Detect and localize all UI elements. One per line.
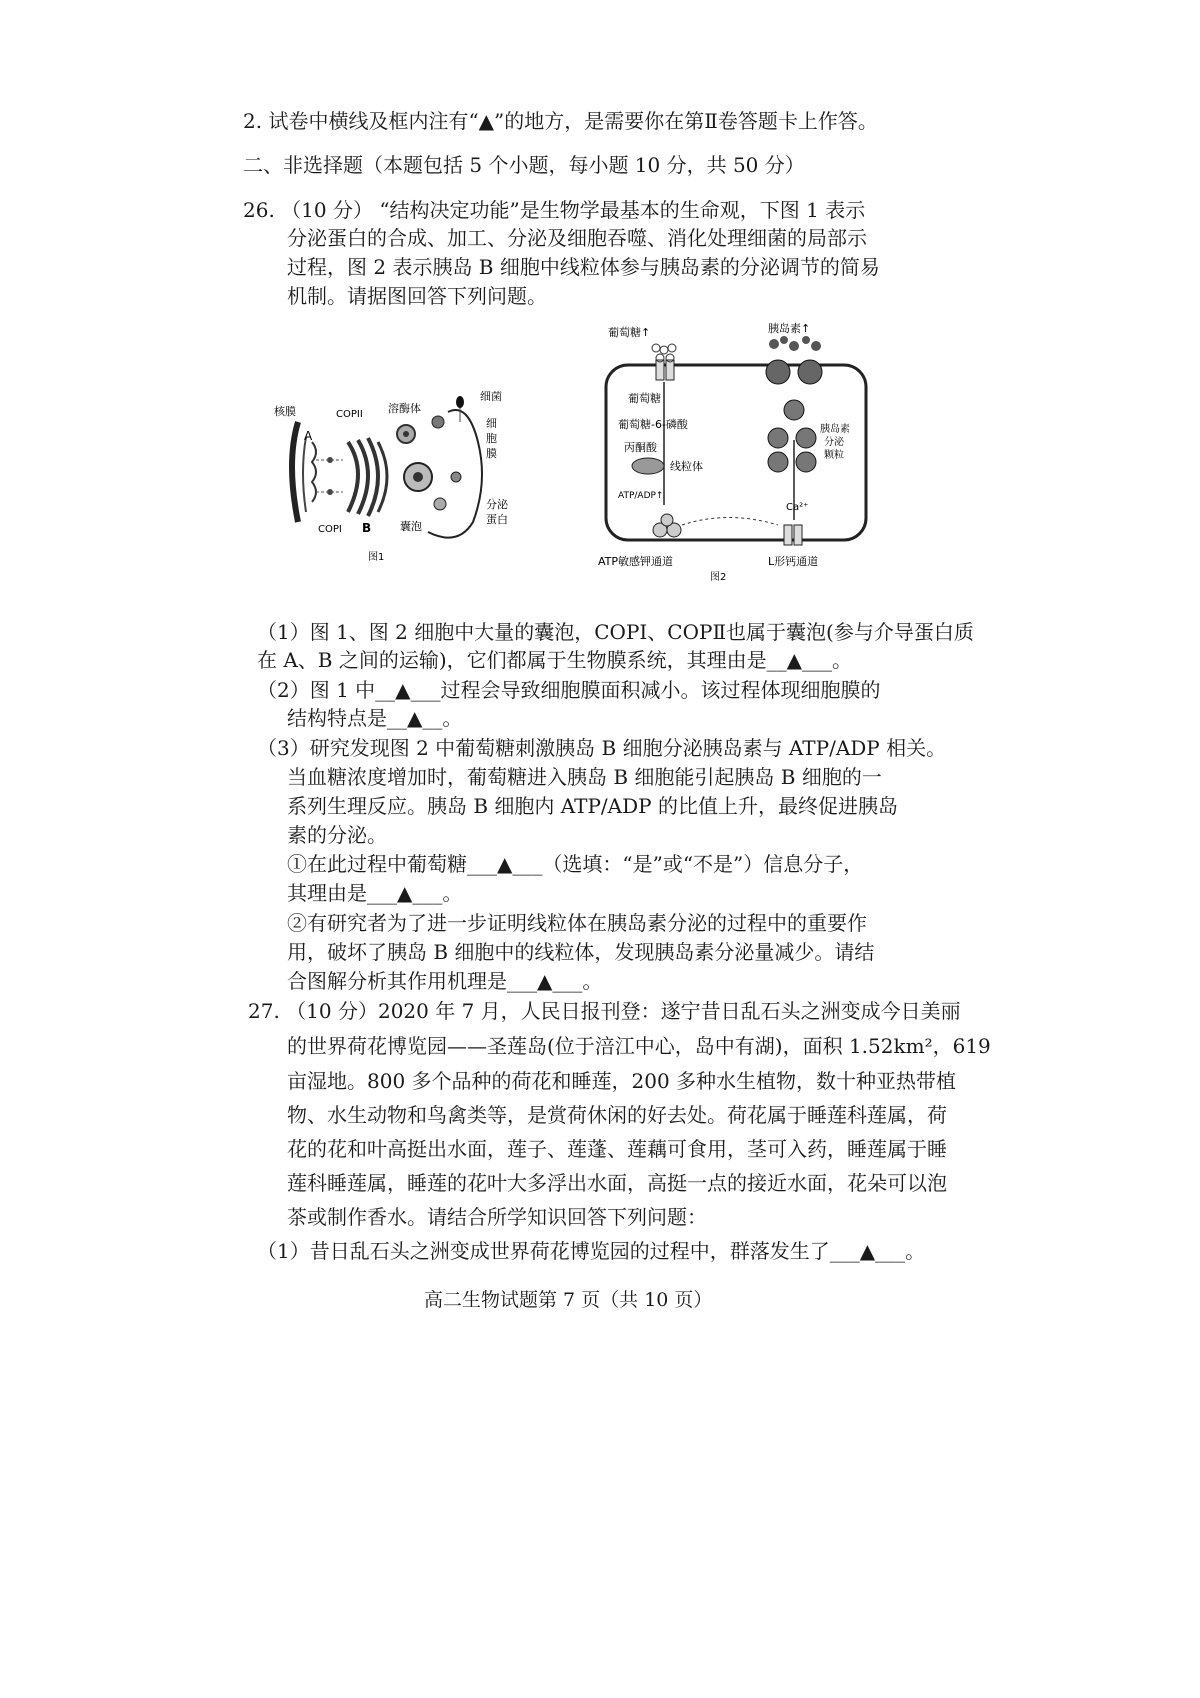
q26-sub3-line: 合图解分析其作用机理是___▲___。 xyxy=(287,969,603,993)
golgi-shape xyxy=(348,438,387,516)
question-27-line: 莲科睡莲属，睡莲的花叶大多浮出水面，高挺一点的接近水面，花朵可以泡 xyxy=(287,1171,947,1195)
k-channel-shape xyxy=(653,514,681,537)
label-copi: COPI xyxy=(318,524,342,535)
question-26-line: 过程，图 2 表示胰岛 B 细胞中线粒体参与胰岛素的分泌调节的简易 xyxy=(287,255,880,279)
glucose-transporter-shape xyxy=(656,360,674,380)
question-27-line: 物、水生动物和鸟禽类等，是赏荷休闲的好去处。荷花属于睡莲科莲属，荷 xyxy=(287,1103,947,1127)
q26-sub3-line: 系列生理反应。胰岛 B 细胞内 ATP/ADP 的比值上升，最终促进胰岛 xyxy=(287,794,898,818)
label-ca: Ca²⁺ xyxy=(786,502,809,513)
ca-channel-shape xyxy=(784,525,802,545)
label-granules-3: 颗粒 xyxy=(824,450,844,461)
bacteria-shape xyxy=(456,396,464,408)
q26-sub3-line: 素的分泌。 xyxy=(287,823,387,847)
question-27-line: 27. （10 分）2020 年 7 月，人民日报刊登：遂宁昔日乱石头之洲变成今日美丽 xyxy=(248,999,961,1023)
label-cell-membrane-1: 细 xyxy=(486,417,497,430)
label-insulin-out: 胰岛素↑ xyxy=(768,322,811,335)
label-mitochondria: 线粒体 xyxy=(670,460,703,473)
label-glucose-out: 葡萄糖↑ xyxy=(608,326,651,339)
question-27-line: 亩湿地。800 多个品种的荷花和睡莲，200 多种水生植物，数十种亚热带植 xyxy=(287,1069,957,1093)
figure-2 xyxy=(598,320,883,585)
label-glucose-in: 葡萄糖 xyxy=(628,392,661,405)
q26-sub3-line: 用，破坏了胰岛 B 细胞中的线粒体，发现胰岛素分泌量减少。请结 xyxy=(287,940,875,964)
label-nuclear-membrane: 核膜 xyxy=(274,405,296,418)
q26-sub3-line: ①在此过程中葡萄糖___▲___（选填：“是”或“不是”）信息分子， xyxy=(287,852,864,876)
q26-sub1-line: 在 A、B 之间的运输)，它们都属于生物膜系统，其理由是__▲___。 xyxy=(257,648,853,672)
instruction-line: 2. 试卷中横线及框内注有“▲”的地方，是需要你在第Ⅱ卷答题卡上作答。 xyxy=(243,109,878,133)
label-b: B xyxy=(362,521,372,535)
label-copii: COPII xyxy=(336,409,363,420)
question-27-line: 的世界荷花博览园——圣莲岛(位于涪江中心，岛中有湖)，面积 1.52km²，619 xyxy=(287,1034,991,1058)
q26-sub1-line: （1）图 1、图 2 细胞中大量的囊泡，COPⅠ、COPⅡ也属于囊泡(参与介导蛋白质 xyxy=(257,620,974,644)
q26-sub3-line: 当血糖浓度增加时，葡萄糖进入胰岛 B 细胞能引起胰岛 B 细胞的一 xyxy=(287,765,882,789)
question-27-line: 茶或制作香水。请结合所学知识回答下列问题： xyxy=(287,1205,707,1229)
question-26-line: 分泌蛋白的合成、加工、分泌及细胞吞噬、消化处理细菌的局部示 xyxy=(287,226,867,250)
label-secreted-1: 分泌 xyxy=(486,498,508,511)
label-bacteria: 细菌 xyxy=(480,390,502,403)
mitochondrion-shape xyxy=(632,458,664,474)
q27-sub1-line: （1）昔日乱石头之洲变成世界荷花博览园的过程中，群落发生了___▲___。 xyxy=(257,1239,926,1263)
label-secreted-2: 蛋白 xyxy=(486,513,508,526)
label-cell-membrane-2: 胞 xyxy=(486,432,497,445)
page-footer: 高二生物试题第 7 页（共 10 页） xyxy=(424,1289,713,1311)
section-heading: 二、非选择题（本题包括 5 个小题，每小题 10 分，共 50 分） xyxy=(243,153,805,177)
q26-sub3-line: ②有研究者为了进一步证明线粒体在胰岛素分泌的过程中的重要作 xyxy=(287,911,867,935)
figure-2-caption: 图2 xyxy=(710,572,727,583)
label-pyruvate: 丙酮酸 xyxy=(624,441,657,454)
label-ca-channel: L形钙通道 xyxy=(768,555,819,568)
q26-sub3-line: （3）研究发现图 2 中葡萄糖刺激胰岛 B 细胞分泌胰岛素与 ATP/ADP 相关。 xyxy=(257,736,947,760)
label-lysosome: 溶酶体 xyxy=(388,402,421,415)
question-26-line: 机制。请据图回答下列问题。 xyxy=(287,284,547,308)
figure-1 xyxy=(268,382,518,562)
er-shape xyxy=(312,442,316,502)
label-granules-1: 胰岛素 xyxy=(820,424,850,435)
label-g6p: 葡萄糖-6-磷酸 xyxy=(618,418,688,431)
q26-sub3-line: 其理由是___▲___。 xyxy=(287,881,463,905)
label-cell-membrane-3: 膜 xyxy=(486,447,497,460)
question-26-line: 26. （10 分） “结构决定功能”是生物学最基本的生命观，下图 1 表示 xyxy=(243,198,866,222)
label-atp-adp: ATP/ADP↑ xyxy=(618,491,664,501)
question-27-line: 花的花和叶高挺出水面，莲子、莲蓬、莲藕可食用，茎可入药，睡莲属于睡 xyxy=(287,1137,947,1161)
label-vesicle: 囊泡 xyxy=(400,520,422,533)
label-k-channel: ATP敏感钾通道 xyxy=(598,555,674,568)
q26-sub2-line: 结构特点是__▲__。 xyxy=(287,706,463,730)
figure-1-caption: 图1 xyxy=(368,552,385,562)
label-a: A xyxy=(304,429,313,443)
nuclear-envelope-shape xyxy=(292,422,298,522)
er-shape xyxy=(303,437,306,512)
q26-sub2-line: （2）图 1 中__▲___过程会导致细胞膜面积减小。该过程体现细胞膜的 xyxy=(257,678,881,702)
label-granules-2: 分泌 xyxy=(824,437,844,448)
